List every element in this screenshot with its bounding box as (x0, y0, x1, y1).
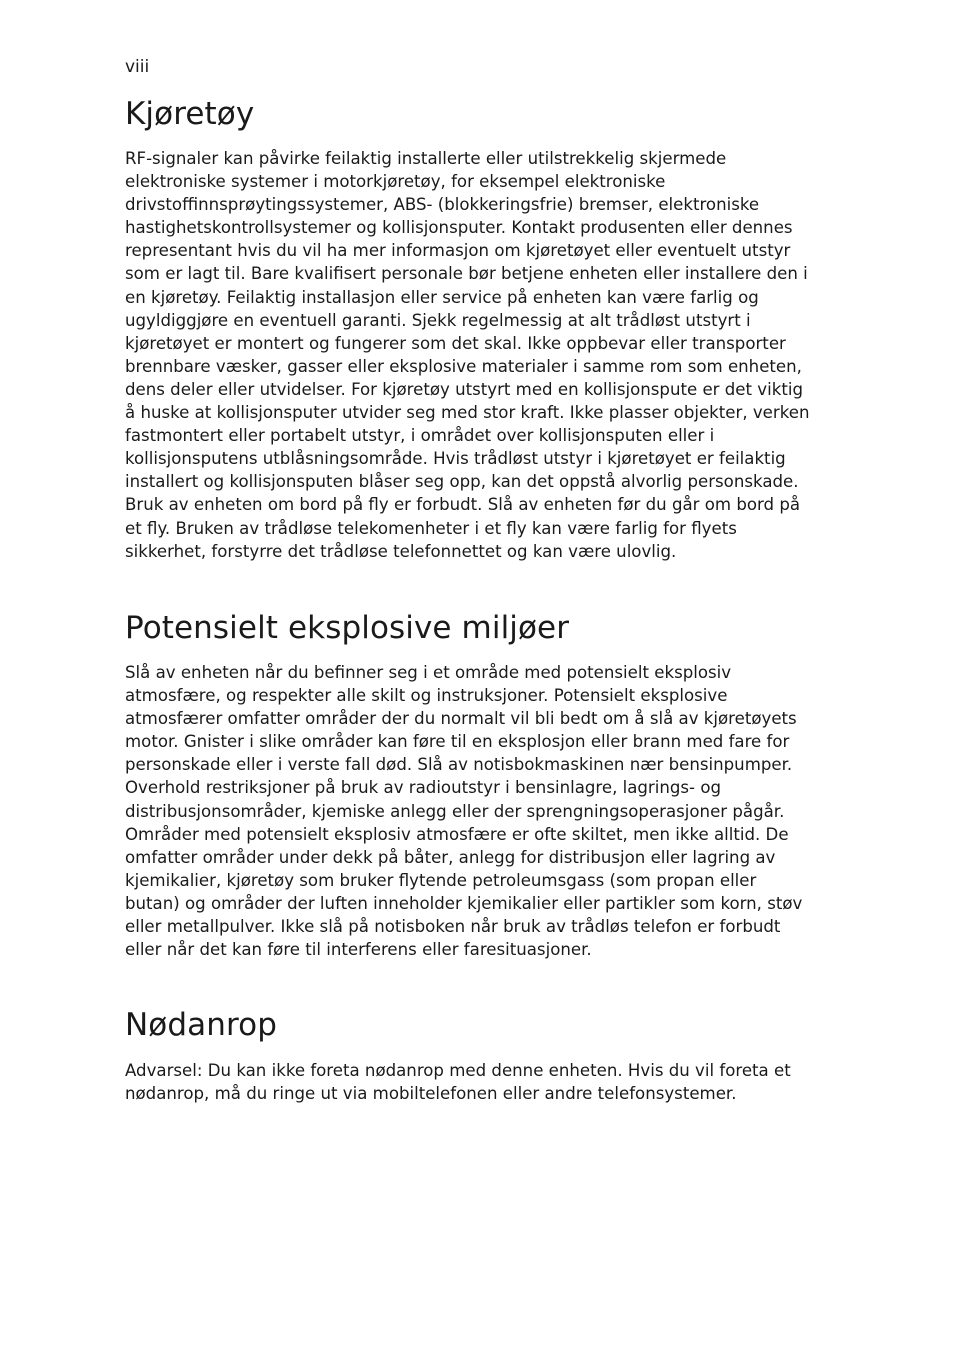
section-body-explosive-environments: Slå av enheten når du befinner seg i et område med potensielt eksplosiv atmosfære, og respekter alle skilt og instruksjoner. Potensielt eksplosive atmosfærer omfatter områder der du normalt vil bli bedt om å slå av kjøretøyets motor. Gnister i slike områder kan føre til en eksplosjon eller brann med fare for personskade eller i verste fall død. Slå av notisbokmaskinen nær bensinpumper. Overhold restriksjoner på bruk av radioutstyr i bensinlagre, lagrings- og distribusjonsområder, kjemiske anlegg eller der sprengningsoperasjoner pågår. Områder med potensielt eksplosiv atmosfære er ofte skiltet, men ikke alltid. De omfatter områder under dekk på båter, anlegg for distribusjon eller lagring av kjemikalier, kjøretøy som bruker flytende petroleumsgass (som propan eller butan) og områder der luften inneholder kjemikalier eller partikler som korn, støv eller metallpulver. Ikke slå på notisboken når bruk av trådløs telefon er forbudt eller når det kan føre til interferens eller faresituasjoner. (125, 663, 803, 960)
section-body-emergency-calls (125, 1059, 815, 1105)
warning-text: Du kan ikke foreta nødanrop med denne enheten. Hvis du vil foreta et nødanrop, må du ringe ut via mobiltelefonen eller andre telefonsystemer. (125, 1061, 791, 1104)
section-heading-vehicles: Kjøretøy (125, 96, 255, 132)
section-heading-emergency-calls: Nødanrop (125, 1007, 277, 1043)
section-body-vehicles: RF-signaler kan påvirke feilaktig installerte eller utilstrekkelig skjermede elektroniske systemer i motorkjøretøy, for eksempel elektroniske drivstoffinnsprøytingssystemer, ABS- (blokkeringsfrie) bremser, elektroniske hastighetskontrollsystemer og kollisjonsputer. Kontakt produsenten eller dennes representant hvis du vil ha mer informasjon om kjøretøyet eller eventuelt utstyr som er lagt til. Bare kvalifisert personale bør betjene enheten eller installere den i en kjøretøy. Feilaktig installasjon eller service på enheten kan være farlig og ugyldiggjøre en eventuell garanti. Sjekk regelmessig at alt trådløst utstyrt i kjøretøyet er montert og fungerer som det skal. Ikke oppbevar eller transporter brennbare væsker, gasser eller eksplosive materialer i samme rom som enheten, dens deler eller utvidelser. For kjøretøy utstyrt med en kollisjonspute er det viktig å huske at kollisjonsputer utvider seg med stor kraft. Ikke plasser objekter, verken fastmontert eller portabelt utstyr, i området over kollisjonsputen eller i kollisjonsputens utblåsningsområde. Hvis trådløst utstyr i kjøretøyet er feilaktig installert og kollisjonsputen blåser seg opp, kan det oppstå alvorlig personskade. Bruk av enheten om bord på fly er forbudt. Slå av enheten før du går om bord på et fly. Bruken av trådløse telekomenheter i et fly kan være farlig for flyets sikkerhet, forstyrre det trådløse telefonnettet og kan være ulovlig. (125, 149, 810, 561)
warning-label: Advarsel: (125, 1061, 203, 1080)
page-number: viii (125, 57, 150, 77)
section-heading-explosive-environments: Potensielt eksplosive miljøer (125, 610, 570, 646)
